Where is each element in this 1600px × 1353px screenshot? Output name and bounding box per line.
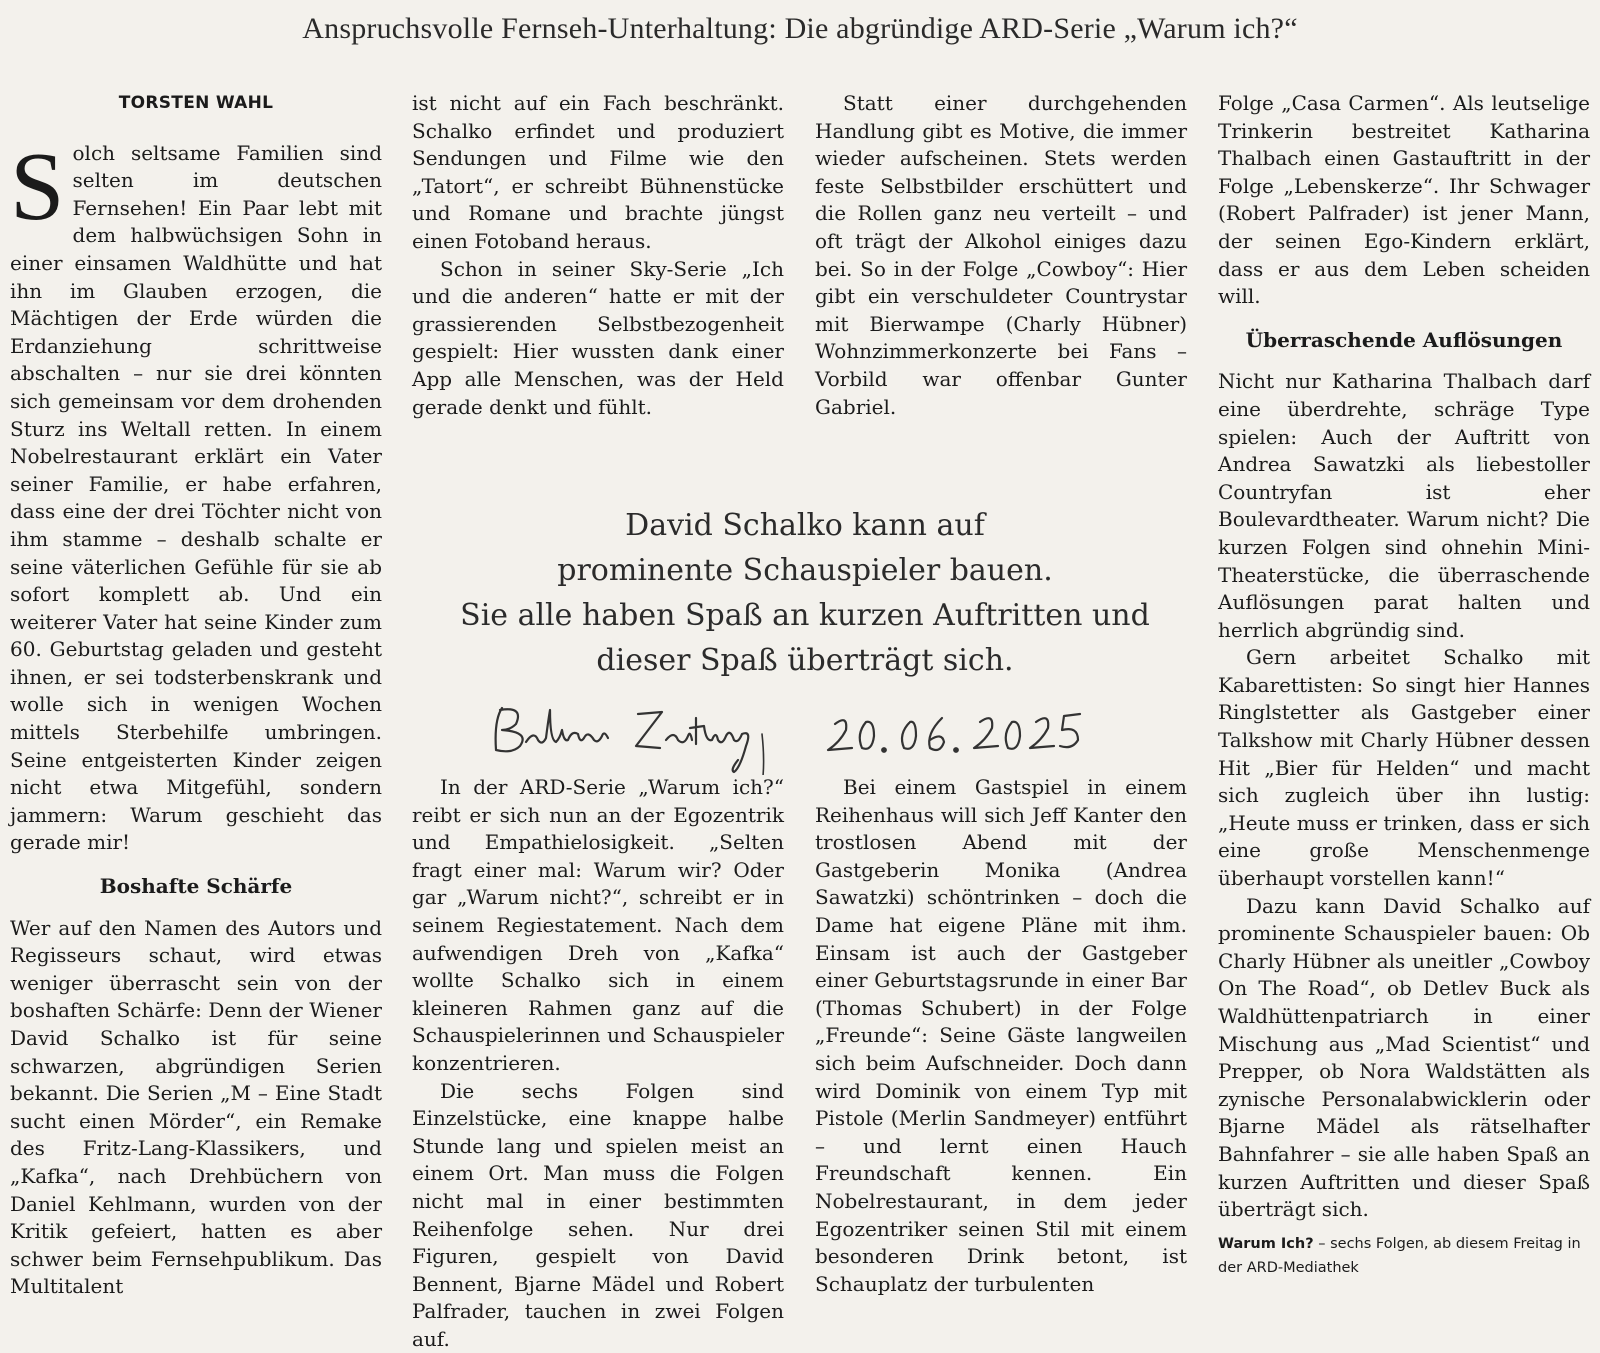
pull-quote: [420, 503, 1190, 683]
paragraph: Dazu kann David Schalko auf prominente Schauspieler bauen: Ob Charly Hübner als uneitler „Cowboy On The Road“, ob Detlev Buck als Waldhüttenpatriarch in einer Mischung aus „Mad Scientist“ und Prepper, ob Nora Waldstätten als zynische Personalabwicklerin oder Bjarne Mädel als rätselhafter Bahnfahrer – sie alle haben Spaß an kurzen Auftritten und dieser Spaß überträgt sich.: [1218, 893, 1590, 1222]
paragraph: Statt einer durchgehenden Handlung gibt es Motive, die immer wieder aufscheinen. Stets werden feste Selbstbilder erschüttert und die Rollen ganz neu verteilt – und oft trägt der Alkohol einiges dazu bei. So in der Folge „Cowboy“: Hier gibt ein verschuldeter Countrystar mit Bierwampe (Charly Hübner) Wohnzimmerkonzerte bei Fans – Vorbild war offenbar Gunter Gabriel.: [815, 91, 1187, 419]
headline: Anspruchsvolle Fernseh-Unterhaltung: Die abgründige ARD-Serie „Warum ich?“: [302, 12, 1298, 45]
paragraph: Die sechs Folgen sind Einzelstücke, eine knappe halbe Stunde lang und spielen meist an einem Ort. Man muss die Folgen nicht mal in einer bestimmten Reihenfolge sehen. Nur drei Figuren, gespielt von David Bennent, Bjarne Mädel und Robert Palfrader, tauchen in zwei Folgen auf.: [412, 1078, 784, 1351]
pull-quote-line: prominente Schauspieler bauen.: [557, 553, 1053, 588]
pull-quote-line: dieser Spaß überträgt sich.: [596, 643, 1014, 678]
info-box: [1218, 1232, 1590, 1280]
paragraph: Schon in seiner Sky-Serie „Ich und die anderen“ hatte er mit der grassierenden Selbstbezogenheit gespielt: Hier wussten dank einer App alle Menschen, was der Held gerade denkt und fühlt.: [412, 256, 784, 419]
column-4: [1218, 90, 1590, 1224]
paragraph: In der ARD-Serie „Warum ich?“ reibt er sich nun an der Egozentrik und Empathielosigkeit. „Selten fragt einer mal: Warum wir? Oder gar „Warum nicht?“, schreibt er in seinem Regiestatement. Nach dem aufwendigen Dreh von „Kafka“ wollte Schalko sich in einem kleineren Rahmen ganz auf die Schauspielerinnen und Schauspieler konzentrieren.: [412, 775, 784, 1075]
subheading-boshafte: Boshafte Schärfe: [99, 874, 293, 899]
paragraph: Folge „Casa Carmen“. Als leutselige Trinkerin bestreitet Katharina Thalbach einen Gastauftritt in der Folge „Lebenskerze“. Ihr Schwager (Robert Palfrader) ist jener Mann, der seinen Ego-Kindern erklärt, dass er aus dem Leben scheiden will.: [1218, 91, 1590, 309]
subheading-ueberraschende: Überraschende Auflösungen: [1245, 327, 1563, 352]
paragraph: Bei einem Gastspiel in einem Reihenhaus will sich Jeff Kanter den trostlosen Abend mit der Gastgeberin Monika (Andrea Sawatzki) schöntrinken – doch die Dame hat eigene Pläne mit ihm. Einsam ist auch der Gastgeber einer Geburtstagsrunde in einer Bar (Thomas Schubert) in der Folge „Freunde“: Seine Gäste langweilen sich beim Aufschneider. Doch dann wird Dominik von einem Typ mit Pistole (Merlin Sandmeyer) entführt – und lernt einen Hauch Freundschaft kennen. Ein Nobelrestaurant, in dem jeder Egozentriker seinen Stil mit einem besonderen Drink betont, ist Schauplatz der turbulenten: [815, 775, 1187, 1296]
column-3-bottom: [815, 774, 1187, 1298]
pull-quote-line: Sie alle haben Spaß an kurzen Auftritten und: [460, 598, 1150, 633]
info-text: – sechs Folgen, ab diesem Freitag in der ARD-Mediathek: [1218, 1236, 1581, 1276]
info-title: Warum Ich?: [1218, 1236, 1314, 1252]
paragraph: Wer auf den Namen des Autors und Regisseurs schaut, wird etwas weniger überrascht sein von der boshaften Schärfe: Denn der Wiener David Schalko ist für seine schwarzen, abgründigen Serien bekannt. Die Serien „M – Eine Stadt sucht einen Mörder“, ein Remake des Fritz-Lang-Klassikers, und „Kafka“, nach Drehbüchern von Daniel Kehlmann, wurden von der Kritik gefeiert, hatten es aber schwer beim Fernsehpublikum. Das Multitalent: [10, 915, 382, 1299]
lead-paragraph: [10, 132, 382, 857]
paragraph: Gern arbeitet Schalko mit Kabarettisten: So singt hier Hannes Ringlstetter als Gastgeber einer Talkshow mit Charly Hübner dessen Hit „Bier für Helden“ und macht sich zugleich über ihn lustig: „Heute muss er trinken, dass er sich eine große Menschenmenge überhaupt vorstellen kann!“: [1218, 645, 1590, 891]
handwritten-signature: [490, 700, 1090, 775]
drop-cap: S: [10, 132, 65, 241]
paragraph: Nicht nur Katharina Thalbach darf eine überdrehte, schräge Type spielen: Auch der Auftritt von Andrea Sawatzki als liebestoller Countryfan ist eher Boulevardtheater. Warum nicht? Die kurzen Folgen sind ohnehin Mini-Theaterstücke, die überraschende Auflösungen parat halten und herrlich abgründig sind.: [1218, 369, 1590, 642]
column-2-top: [412, 90, 784, 421]
pull-quote-line: David Schalko kann auf: [625, 508, 985, 543]
column-3-top: [815, 90, 1187, 421]
author-byline: TORSTEN WAHL: [118, 93, 274, 113]
lead-text: olch seltsame Familien sind selten im deutschen Fernsehen! Ein Paar lebt mit dem halbwüchsigen Sohn in einer einsamen Waldhütte und hat ihn im Glauben erzogen, die Mächtigen der Erde würden die Erdanziehung schrittweise abschalten – nur sie drei könnten sich gemeinsam vor dem drohenden Sturz ins Weltall retten. In einem Nobelrestaurant erklärt ein Vater seiner Familie, er habe erfahren, dass eine der drei Töchter nicht von ihm stamme – deshalb schalte er seine väterlichen Gefühle für sie ab sofort komplett ab. Und ein weiterer Vater hat seine Kinder zum 60. Geburtstag geladen und gesteht ihnen, er sei todsterbenskrank und wolle sich in wenigen Wochen mittels Sterbehilfe umbringen. Seine entgeisterten Kinder zeigen nicht etwa Mitgefühl, sondern jammern: Warum geschieht das gerade mir!: [10, 140, 382, 855]
column-2-bottom: [412, 774, 784, 1353]
paragraph: ist nicht auf ein Fach beschränkt. Schalko erfindet und produziert Sendungen und Filme wie den „Tatort“, er schreibt Bühnenstücke und Romane und brachte jüngst einen Fotoband heraus.: [412, 91, 784, 253]
column-1: [10, 90, 382, 1301]
